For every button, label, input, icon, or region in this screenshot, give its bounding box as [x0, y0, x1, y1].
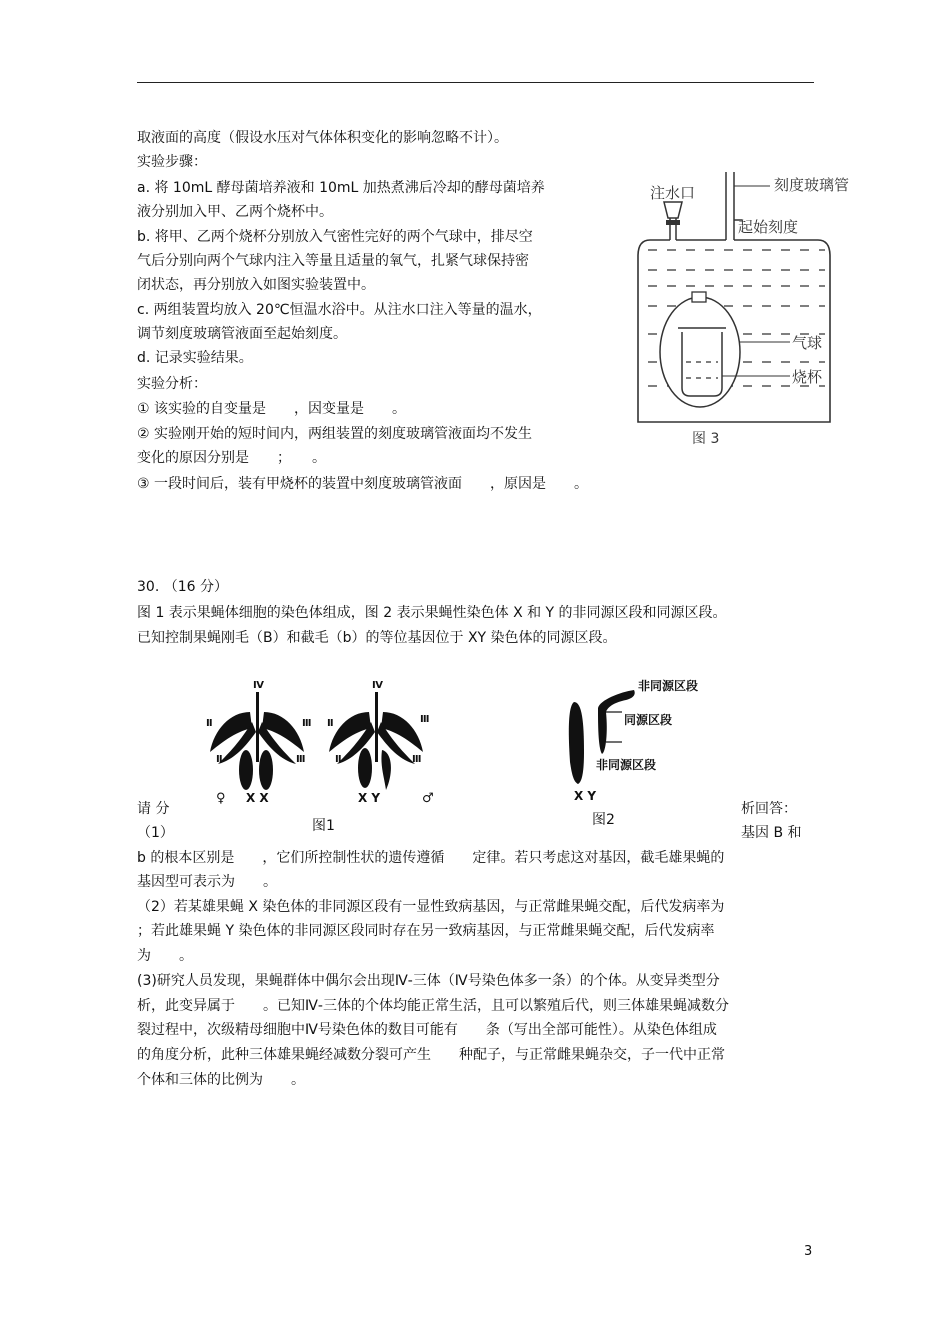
text-line: b. 将甲、乙两个烧杯分别放入气密性完好的两个气球中，排尽空: [137, 229, 533, 245]
text-inline-right: 析回答：: [741, 801, 797, 817]
text-line: ；若此雄果蝇 Y 染色体的非同源区段同时存在另一致病基因，与正常雌果蝇交配，后代发病率: [137, 923, 715, 939]
text-line: d. 记录实验结果。: [137, 350, 253, 366]
text-line: ① 该实验的自变量是 ，因变量是 。: [137, 401, 406, 417]
label-nonhomologous-bottom: 非同源区段: [596, 758, 657, 772]
label-inlet: 注水口: [650, 184, 696, 202]
label-roman-ii: Ⅱ: [327, 718, 334, 729]
label-roman-ii: Ⅱ: [335, 754, 342, 765]
text-line: a. 将 10mL 酵母菌培养液和 10mL 加热煮沸后冷却的酵母菌培养: [137, 180, 545, 196]
label-roman-iii: Ⅲ: [412, 754, 422, 765]
page-number: 3: [804, 1244, 813, 1259]
figure-3-apparatus: [630, 160, 870, 455]
label-balloon: 气球: [792, 334, 823, 352]
text-line: 已知控制果蝇刚毛（B）和截毛（b）的等位基因位于 XY 染色体的同源区段。: [137, 630, 617, 646]
label-roman-ii: Ⅱ: [216, 754, 223, 765]
label-roman-iii: Ⅲ: [302, 718, 312, 729]
text-line: 变化的原因分别是 ； 。: [137, 450, 326, 466]
label-nonhomologous-top: 非同源区段: [638, 679, 699, 693]
text-line: 液分别加入甲、乙两个烧杯中。: [137, 204, 333, 220]
label-roman-iii: Ⅲ: [296, 754, 306, 765]
male-xy: X Y: [358, 791, 381, 805]
male-symbol: ♂: [422, 791, 434, 806]
text-line: 气后分别向两个气球内注入等量且适量的氧气，扎紧气球保持密: [137, 253, 529, 269]
text-inline-left: 请 分: [137, 801, 170, 817]
female-xx: X X: [246, 791, 269, 805]
label-xy: X Y: [574, 789, 597, 803]
text-line: ③ 一段时间后，装有甲烧杯的装置中刻度玻璃管液面 ，原因是 。: [137, 476, 588, 492]
label-tube: 刻度玻璃管: [774, 176, 850, 194]
text-line: 取液面的高度（假设水压对气体体积变化的影响忽略不计）。: [137, 130, 508, 146]
text-line: 个体和三体的比例为 。: [137, 1072, 305, 1088]
text-q1-right: 基因 B 和: [741, 825, 802, 841]
text-line: 闭状态，再分别放入如图实验装置中。: [137, 277, 375, 293]
header-rule: [137, 82, 814, 83]
figure-2-caption: 图2: [592, 812, 615, 828]
text-q1-left: （1）: [137, 825, 174, 841]
text-line: 实验分析：: [137, 376, 207, 392]
text-line: (3)研究人员发现，果蝇群体中偶尔会出现Ⅳ-三体（Ⅳ号染色体多一条）的个体。从变异类型分: [137, 973, 720, 989]
text-line: 的角度分析，此种三体雄果蝇经减数分裂可产生 种配子，与正常雌果蝇杂交，子一代中正常: [137, 1047, 725, 1063]
text-line: （2）若某雄果蝇 X 染色体的非同源区段有一显性致病基因，与正常雌果蝇交配，后代发病率为: [137, 899, 725, 915]
label-roman-ii: Ⅱ: [206, 718, 213, 729]
label-start: 起始刻度: [738, 218, 799, 236]
figure-1-chromosomes: [200, 672, 450, 832]
label-roman-iii: Ⅲ: [420, 714, 430, 725]
text-line: 调节刻度玻璃管液面至起始刻度。: [137, 326, 347, 342]
text-line: 析，此变异属于 。已知Ⅳ-三体的个体均能正常生活，且可以繁殖后代，则三体雄果蝇减数分: [137, 998, 729, 1014]
figure-3-caption: 图 3: [692, 431, 720, 447]
label-roman-iv: Ⅳ: [253, 680, 264, 691]
label-roman-iv: Ⅳ: [372, 680, 383, 691]
text-line: 裂过程中，次级精母细胞中Ⅳ号染色体的数目可能有 条（写出全部可能性）。从染色体组成: [137, 1022, 717, 1038]
text-line: 为 。: [137, 948, 193, 964]
text-line: c. 两组装置均放入 20℃恒温水浴中。从注水口注入等量的温水，: [137, 302, 542, 318]
text-line: 图 1 表示果蝇体细胞的染色体组成，图 2 表示果蝇性染色体 X 和 Y 的非同源区段和同源区段。: [137, 605, 727, 621]
text-line: 实验步骤：: [137, 154, 207, 170]
label-homologous: 同源区段: [624, 713, 673, 727]
text-line: 基因型可表示为 。: [137, 874, 277, 890]
figure-1-caption: 图1: [312, 818, 335, 832]
text-line: b 的根本区别是 ，它们所控制性状的遗传遵循 定律。若只考虑这对基因，截毛雄果蝇的: [137, 850, 725, 866]
label-beaker: 烧杯: [792, 368, 823, 386]
question-heading: 30. （16 分）: [137, 579, 228, 595]
text-line: ② 实验刚开始的短时间内，两组装置的刻度玻璃管液面均不发生: [137, 426, 532, 442]
female-symbol: ♀: [216, 791, 226, 806]
figure-2-xy-chromosomes: [560, 672, 750, 832]
